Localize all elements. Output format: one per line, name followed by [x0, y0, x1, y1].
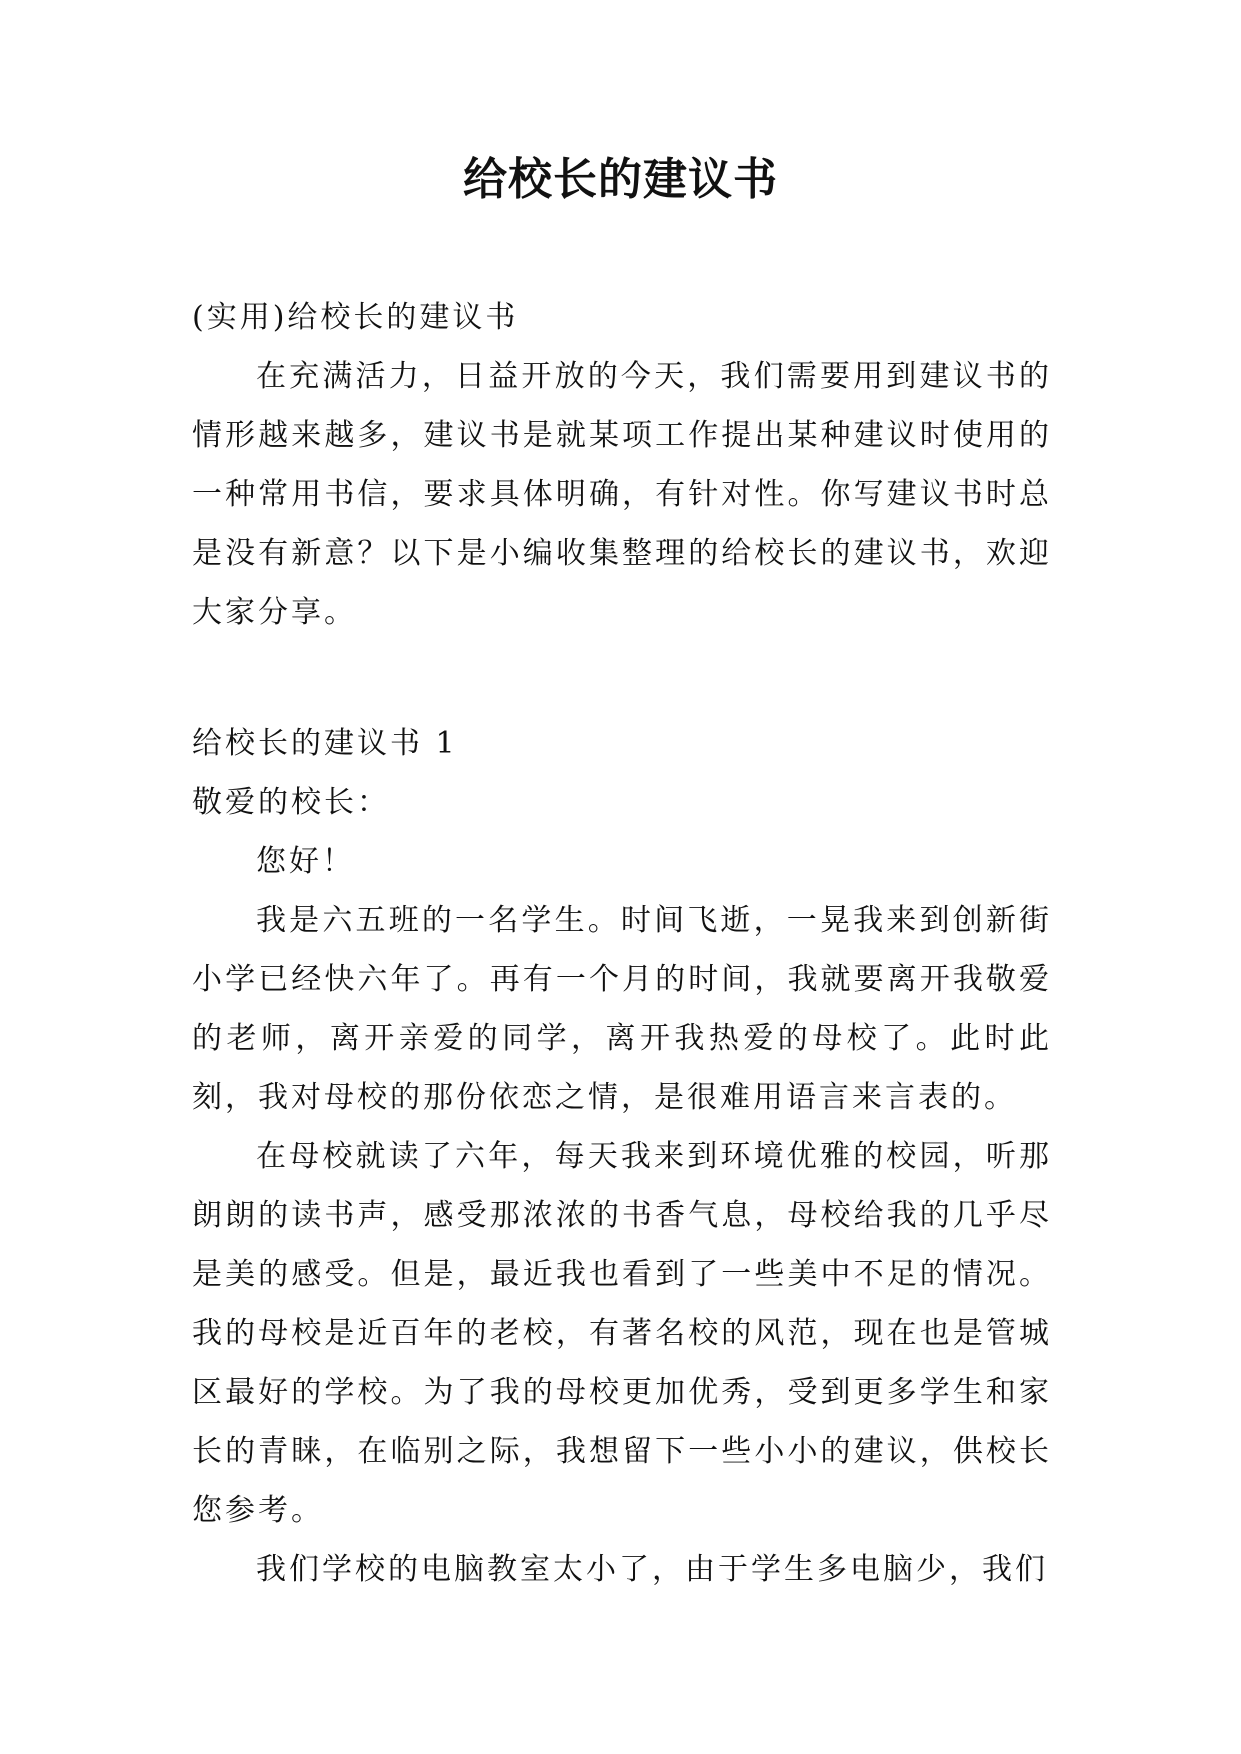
intro-paragraph: 在充满活力，日益开放的今天，我们需要用到建议书的情形越来越多，建议书是就某项工作提出某种建议时使用的一种常用书信，要求具体明确，有针对性。你写建议书时总是没有新意？以下是小编收集整理的给校长的建议书，欢迎大家分享。 [192, 359, 1052, 630]
document-subtitle: (实用)给校长的建议书 [192, 300, 519, 335]
section-heading: 给校长的建议书 1 [192, 726, 458, 761]
section-spacer [192, 642, 1052, 714]
letter-greeting: 您好！ [256, 844, 355, 879]
letter-paragraph-3: 我们学校的电脑教室太小了，由于学生多电脑少，我们 [256, 1552, 1048, 1587]
letter-paragraph-2: 在母校就读了六年，每天我来到环境优雅的校园，听那朗朗的读书声，感受那浓浓的书香气息，母校给我的几乎尽是美的感受。但是，最近我也看到了一些美中不足的情况。我的母校是近百年的老校，有著名校的风范，现在也是管城区最好的学校。为了我的母校更加优秀，受到更多学生和家长的青睐，在临别之际，我想留下一些小小的建议，供校长您参考。 [192, 1139, 1052, 1528]
letter-paragraph-1: 我是六五班的一名学生。时间飞逝，一晃我来到创新街小学已经快六年了。再有一个月的时间，我就要离开我敬爱的老师，离开亲爱的同学，离开我热爱的母校了。此时此刻，我对母校的那份依恋之情，是很难用语言来言表的。 [192, 903, 1052, 1115]
document-title: 给校长的建议书 [463, 154, 778, 205]
letter-salutation: 敬爱的校长： [192, 785, 390, 820]
document-body [192, 288, 1052, 1599]
